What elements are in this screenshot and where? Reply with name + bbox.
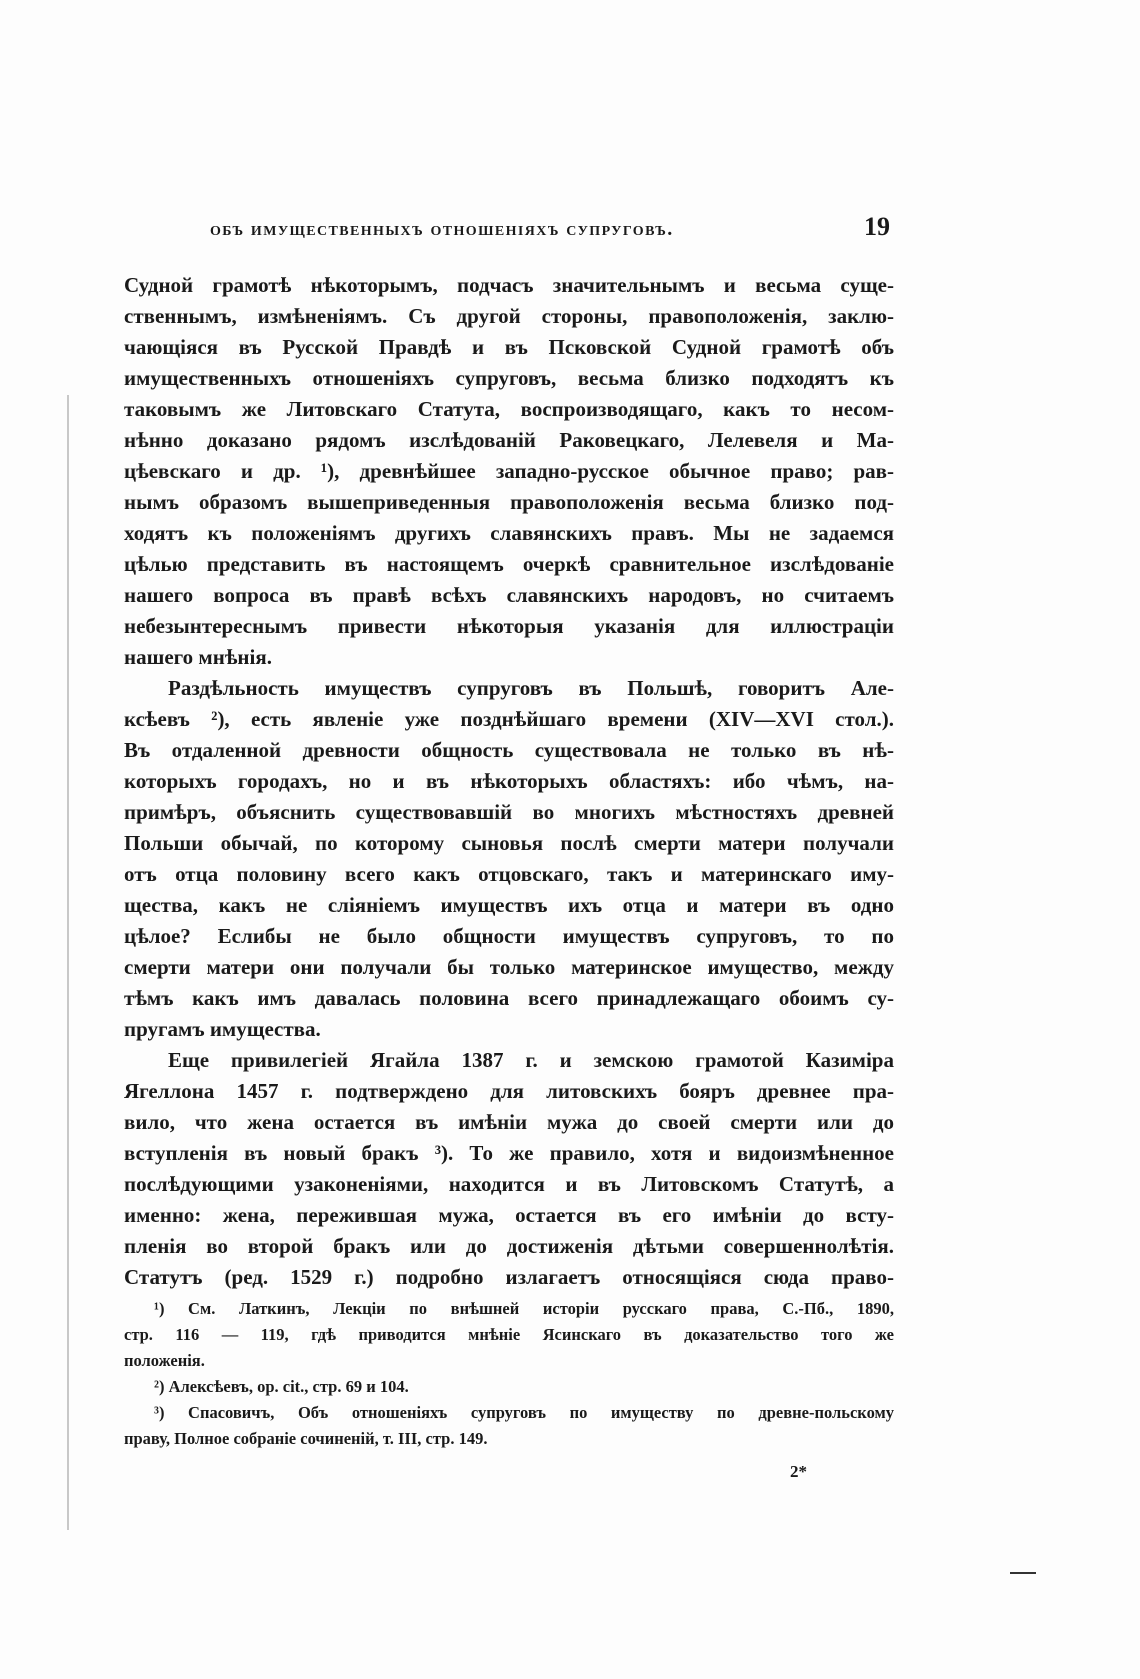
- text-line: чающіяся въ Русской Правдѣ и въ Псковской Судной грамотѣ объ: [124, 335, 894, 359]
- footnote-line: ²) Алексѣевъ, op. cit., стр. 69 и 104.: [154, 1377, 409, 1396]
- text-line: щества, какъ не сліяніемъ имуществъ ихъ отца и матери въ одно: [124, 893, 894, 917]
- text-line: Статутъ (ред. 1529 г.) подробно излагаетъ относящіяся сюда право-: [124, 1265, 894, 1289]
- text-line: таковымъ же Литовскаго Статута, воспроизводящаго, какъ то несом-: [124, 397, 894, 421]
- text-line: Ягеллона 1457 г. подтверждено для литовскихъ бояръ древнее пра-: [124, 1079, 894, 1103]
- text-line: нашего вопроса въ правѣ всѣхъ славянскихъ народовъ, но считаемъ: [124, 583, 894, 607]
- scan-margin-line: [67, 395, 69, 1530]
- page-number: 19: [864, 212, 890, 241]
- scan-dash-mark: [1010, 1572, 1036, 1574]
- text-line: нымъ образомъ вышеприведенныя правоположенія весьма близко под-: [124, 490, 894, 514]
- running-head: [210, 212, 890, 242]
- text-line: которыхъ городахъ, но и въ нѣкоторыхъ областяхъ: ибо чѣмъ, на-: [124, 769, 894, 793]
- text-line: отъ отца половину всего какъ отцовскаго, такъ и материнскаго иму-: [124, 862, 894, 886]
- text-line: нашего мнѣнія.: [124, 645, 272, 669]
- footnote-line: праву, Полное собраніе сочиненій, т. III, стр. 149.: [124, 1429, 488, 1448]
- text-line: ксѣевъ ²), есть явленіе уже позднѣйшаго времени (XIV—XVI стол.).: [124, 707, 894, 731]
- text-line: Въ отдаленной древности общность существовала не только въ нѣ-: [124, 738, 894, 762]
- text-line: пругамъ имущества.: [124, 1017, 321, 1041]
- text-line: пленія во второй бракъ или до достиженія дѣтьми совершеннолѣтія.: [124, 1234, 894, 1258]
- text-line: ственнымъ, измѣненіямъ. Съ другой стороны, правоположенія, заклю-: [124, 304, 894, 328]
- text-line: Судной грамотѣ нѣкоторымъ, подчасъ значительнымъ и весьма суще-: [124, 273, 894, 297]
- text-line: тѣмъ какъ имъ давалась половина всего принадлежащаго обоимъ су-: [124, 986, 894, 1010]
- text-line: послѣдующими узаконеніями, находится и въ Литовскомъ Статутѣ, а: [124, 1172, 894, 1196]
- body-text: [124, 270, 894, 1293]
- footnotes: [124, 1296, 894, 1452]
- running-title: объ имущественныхъ отношеніяхъ супруговъ.: [210, 218, 674, 240]
- text-line: примѣръ, объяснить существовавшій во многихъ мѣстностяхъ древней: [124, 800, 894, 824]
- text-line: цѣлью представить въ настоящемъ очеркѣ сравнительное изслѣдованіе: [124, 552, 894, 576]
- text-line: смерти матери они получали бы только материнское имущество, между: [124, 955, 894, 979]
- text-line: цѣлое? Еслибы не было общности имуществъ супруговъ, то по: [124, 924, 894, 948]
- footnote-line: ³) Спасовичъ, Объ отношеніяхъ супруговъ по имуществу по древне-польскому: [154, 1403, 894, 1422]
- text-line: Польши обычай, по которому сыновья послѣ смерти матери получали: [124, 831, 894, 855]
- text-line: вило, что жена остается въ имѣніи мужа до своей смерти или до: [124, 1110, 894, 1134]
- text-line: именно: жена, пережившая мужа, остается въ его имѣніи до всту-: [124, 1203, 894, 1227]
- text-line: ходятъ къ положеніямъ другихъ славянскихъ правъ. Мы не задаемся: [124, 521, 894, 545]
- text-line: вступленія въ новый бракъ ³). То же правило, хотя и видоизмѣненное: [124, 1141, 894, 1165]
- signature-mark: 2*: [790, 1462, 807, 1481]
- text-line: небезынтереснымъ привести нѣкоторыя указанія для иллюстраціи: [124, 614, 894, 638]
- text-line: нѣнно доказано рядомъ изслѣдованій Раковецкаго, Лелевеля и Ма-: [124, 428, 894, 452]
- footnote-line: ¹) См. Латкинъ, Лекціи по внѣшней исторіи русскаго права, С.-Пб., 1890,: [154, 1299, 894, 1318]
- footnote-line: стр. 116 — 119, гдѣ приводится мнѣніе Ясинскаго въ доказательство того же: [124, 1325, 894, 1344]
- text-line: Еще привилегіей Ягайла 1387 г. и земскою грамотой Казиміра: [168, 1048, 894, 1072]
- text-line: имущественныхъ отношеніяхъ супруговъ, весьма близко подходятъ къ: [124, 366, 894, 390]
- text-line: цѣевскаго и др. ¹), древнѣйшее западно-русское обычное право; рав-: [124, 459, 894, 483]
- text-line: Раздѣльность имуществъ супруговъ въ Польшѣ, говоритъ Але-: [168, 676, 894, 700]
- footnote-line: положенія.: [124, 1351, 205, 1370]
